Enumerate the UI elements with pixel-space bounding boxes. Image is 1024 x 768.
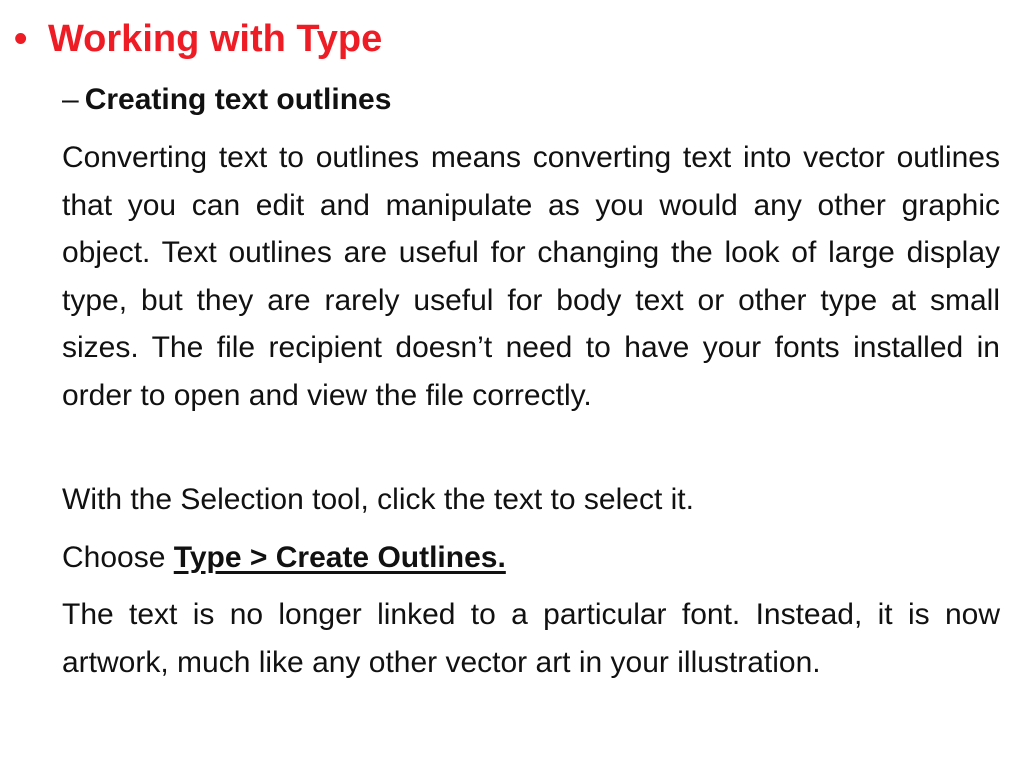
step-create-outlines <box>62 534 1000 582</box>
step-prefix: Choose <box>62 541 174 574</box>
bullet-icon: • <box>14 18 28 60</box>
menu-command: Type > Create Outlines. <box>173 541 506 574</box>
step-select-text: With the Selection tool, click the text to select it. <box>62 483 694 516</box>
result-paragraph: The text is no longer linked to a particular font. Instead, it is now artwork, much like any other vector art in your illustration. <box>62 598 1000 679</box>
intro-paragraph: Converting text to outlines means converting text into vector outlines that you can edit and manipulate as you would any other graphic object. Text outlines are useful for changing the look of large display type, but they are rarely useful for body text or other type at small sizes. The file recipient doesn’t need to have your fonts installed in order to open and view the file correctly. <box>62 141 1000 412</box>
dash-icon: – <box>62 83 79 116</box>
slide-subheading <box>62 78 391 122</box>
subheading-text: Creating text outlines <box>84 83 392 116</box>
heading-text: Working with Type <box>48 18 383 60</box>
slide-heading <box>14 14 382 64</box>
